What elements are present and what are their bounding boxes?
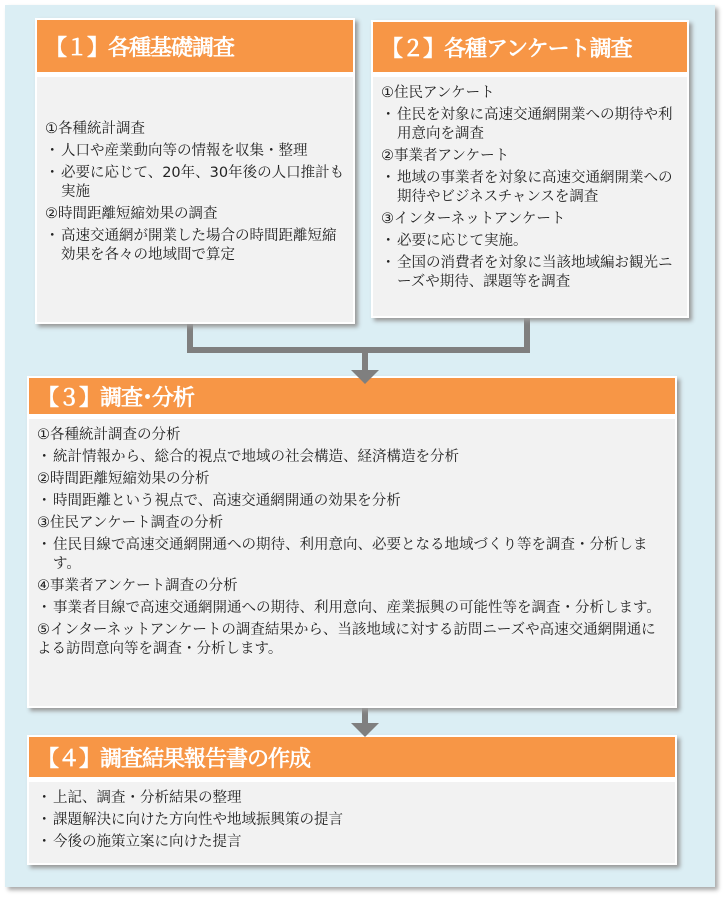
- box-header: 【３】調査･分析: [29, 378, 675, 419]
- section-heading: ②事業者アンケート: [381, 148, 510, 164]
- box-body: [29, 419, 675, 659]
- bullet-item: ・ 時間距離という視点で、高速交通網開通の効果を分析: [37, 492, 667, 511]
- report-box: [27, 735, 677, 865]
- box-header: 【１】各種基礎調査: [37, 20, 353, 77]
- box-body: [373, 77, 687, 292]
- section-heading: ⑤インターネットアンケートの調査結果から、当該地域に対する訪問ニーズや高速交通網開通による訪問意向等を調査・分析します。: [37, 622, 656, 657]
- box-body: [37, 77, 353, 265]
- box-header: 【４】調査結果報告書の作成: [29, 737, 675, 782]
- section-heading: ①各種統計調査: [45, 121, 145, 137]
- bullet-item: ・ 今後の施策立案に向けた提言: [37, 833, 667, 852]
- bullet-item: ・ 必要に応じて、20年、30年後の人口推計も実施: [45, 164, 345, 202]
- section-heading: ①各種統計調査の分析: [37, 427, 181, 443]
- section-heading: ③住民アンケート調査の分析: [37, 515, 224, 531]
- bullet-item: ・ 地域の事業者を対象に高速交通網開業への期待やビジネスチャンスを調査: [381, 169, 679, 207]
- connector-line: [362, 350, 368, 372]
- basic-survey-box: [35, 18, 355, 324]
- bullet-item: ・ 全国の消費者を対象に当該地域編お観光ニーズや期待、課題等を調査: [381, 254, 679, 292]
- box-header: 【２】各種アンケート調査: [373, 22, 687, 77]
- bullet-item: ・ 人口や産業動向等の情報を収集・整理: [45, 142, 345, 161]
- bullet-item: ・ 必要に応じて実施。: [381, 232, 679, 251]
- section-heading: ②時間距離短縮効果の分析: [37, 471, 210, 487]
- section-heading: ②時間距離短縮効果の調査: [45, 206, 218, 222]
- arrow-down-icon: [351, 723, 379, 737]
- bullet-item: ・ 住民目線で高速交通網開通への期待、利用意向、必要となる地域づくり等を調査・分析します。: [37, 536, 667, 574]
- connector-line: [362, 705, 368, 725]
- bullet-item: ・ 統計情報から、総合的視点で地域の社会構造、経済構造を分析: [37, 448, 667, 467]
- box-body: [29, 782, 675, 852]
- connector-line: [187, 347, 530, 353]
- bullet-item: ・ 事業者目線で高速交通網開通への期待、利用意向、産業振興の可能性等を調査・分析します。: [37, 599, 667, 618]
- bullet-item: ・ 住民を対象に高速交通網開業への期待や利用意向を調査: [381, 106, 679, 144]
- section-heading: ③インターネットアンケート: [381, 211, 566, 227]
- bullet-item: ・ 課題解決に向けた方向性や地域振興策の提言: [37, 811, 667, 830]
- arrow-down-icon: [351, 370, 379, 384]
- bullet-item: ・ 上記、調査・分析結果の整理: [37, 789, 667, 808]
- questionnaire-survey-box: [371, 20, 689, 318]
- analysis-box: [27, 376, 677, 708]
- section-heading: ④事業者アンケート調査の分析: [37, 578, 238, 594]
- section-heading: ①住民アンケート: [381, 85, 495, 101]
- bullet-item: ・ 高速交通網が開業した場合の時間距離短縮効果を各々の地域間で算定: [45, 227, 345, 265]
